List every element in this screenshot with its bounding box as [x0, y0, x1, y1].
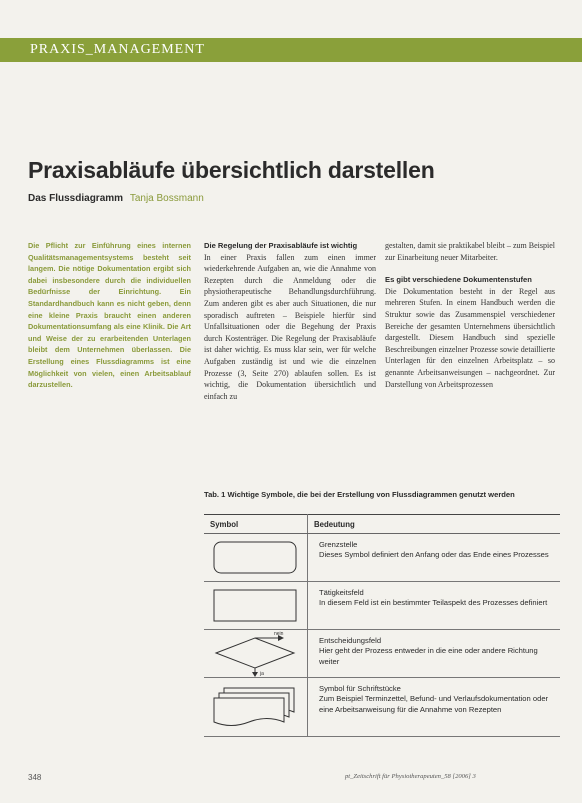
table-caption: Tab. 1 Wichtige Symbole, die bei der Erstellung von Flussdiagrammen genutzt werden	[204, 490, 515, 499]
meaning-cell	[308, 630, 561, 678]
meaning-title: Symbol für Schriftstücke	[319, 684, 401, 693]
symbol-table	[204, 514, 560, 737]
column-header-meaning: Bedeutung	[308, 515, 561, 534]
decision-no-label: nein	[274, 631, 284, 637]
table-header-row	[204, 515, 560, 534]
symbol-cell	[204, 534, 308, 582]
meaning-title: Grenzstelle	[319, 540, 358, 549]
documents-icon	[204, 678, 307, 736]
process-icon	[204, 582, 307, 629]
section-heading-dokumentenstufen: Es gibt verschiedene Dokumentenstufen	[385, 275, 532, 285]
table-row	[204, 678, 560, 737]
section-banner	[0, 38, 582, 62]
section-title: PRAXIS_MANAGEMENT	[30, 42, 205, 57]
article-title: Praxisabläufe übersichtlich darstellen	[28, 157, 435, 183]
symbol-cell	[204, 582, 308, 630]
body-paragraph: Die Dokumentation besteht in der Regel aus mehreren Stufen. In einem Handbuch werden die Struktur sowie das Zusammenspiel verschiedener Bereiche der gesamten Unternehmens übersichtlich dargestellt. Diesem Handbuch sind spezielle Beschreibungen einzelner Prozesse sowie detaillierte Unterlagen für den einzelnen Arbeitsplatz – so genannte Arbeitsanweisungen – nachgeordnet. Zur Darstellung von Arbeitsprozessen	[385, 286, 555, 389]
meaning-title: Entscheidungsfeld	[319, 636, 382, 645]
meaning-text: Zum Beispiel Terminzettel, Befund- und Verlaufsdokumentation oder eine Arbeitsanweisung für die Annahme von Rezepten	[319, 694, 549, 714]
lead-paragraph: Die Pflicht zur Einführung eines internen Qualitätsmanagementsystems besteht seit langem. Die nötige Dokumentation ergibt sich dabei insbesondere durch die individuellen Bedürfnisse der Einrichtung. Ein Standardhandbuch kann es nicht geben, denn eine kleine Praxis braucht einen anderen Dokumentationsumfang als eine Klinik. Die Art und Weise der zu erarbeitenden Unterlagen bleibt dem Unternehmen überlassen. Die Erstellung eines Flussdiagramms ist eine Möglichkeit von vielen, einen Arbeitsablauf darzustellen.	[28, 241, 191, 390]
meaning-title: Tätigkeitsfeld	[319, 588, 364, 597]
meaning-text: In diesem Feld ist ein bestimmter Teilaspekt des Prozesses definiert	[319, 598, 548, 608]
body-column-2	[385, 240, 555, 390]
meaning-text: Dieses Symbol definiert den Anfang oder das Ende eines Prozesses	[319, 550, 549, 560]
table-row	[204, 582, 560, 630]
page-number: 348	[28, 773, 42, 782]
symbol-cell	[204, 678, 308, 737]
meaning-cell	[308, 678, 561, 737]
arrow-down-icon	[252, 672, 258, 677]
table-row	[204, 534, 560, 582]
decision-icon	[204, 630, 307, 677]
section-heading-regelung: Die Regelung der Praxisabläufe ist wichtig	[204, 241, 358, 250]
article-subtitle: Das Flussdiagramm	[28, 193, 124, 204]
meaning-cell	[308, 582, 561, 630]
journal-reference: pt_Zeitschrift für Physiotherapeuten_58 [2006] 3	[345, 773, 476, 780]
terminator-icon	[204, 534, 307, 581]
body-paragraph: gestalten, damit sie praktikabel bleibt – zum Beispiel zur Einarbeitung neuer Mitarbeiter.	[385, 241, 555, 262]
article-author: Tanja Bossmann	[129, 193, 204, 204]
body-paragraph: In einer Praxis fallen zum einen immer wiederkehrende Aufgaben an, wie die Annahme von Rezepten durch die Anmeldung oder die physiotherapeutische Behandlungsdurchführung. Zum anderen gibt es aber auch Situationen, die nur sporadisch auftreten – Beispiele hierfür sind Unfallsituationen oder die Begehung der Praxis durch Kostenträger. Die Regelung der Praxisabläufe ist daher wichtig. Es muss klar sein, wer für welche Aufgaben zuständig ist und wie die einzelnen Prozesse (3, Seite 270) ablaufen sollen. Es ist wichtig, die Dokumentation übersichtlich und einfach zu	[204, 252, 376, 401]
column-header-symbol: Symbol	[204, 515, 308, 534]
meaning-text: Hier geht der Prozess entweder in die eine oder andere Richtung weiter	[319, 646, 538, 666]
symbol-cell	[204, 630, 308, 678]
article-subtitle-line	[28, 193, 204, 204]
decision-yes-label: ja	[260, 671, 264, 677]
meaning-cell	[308, 534, 561, 582]
table-row	[204, 630, 560, 678]
body-column-1	[204, 240, 376, 402]
